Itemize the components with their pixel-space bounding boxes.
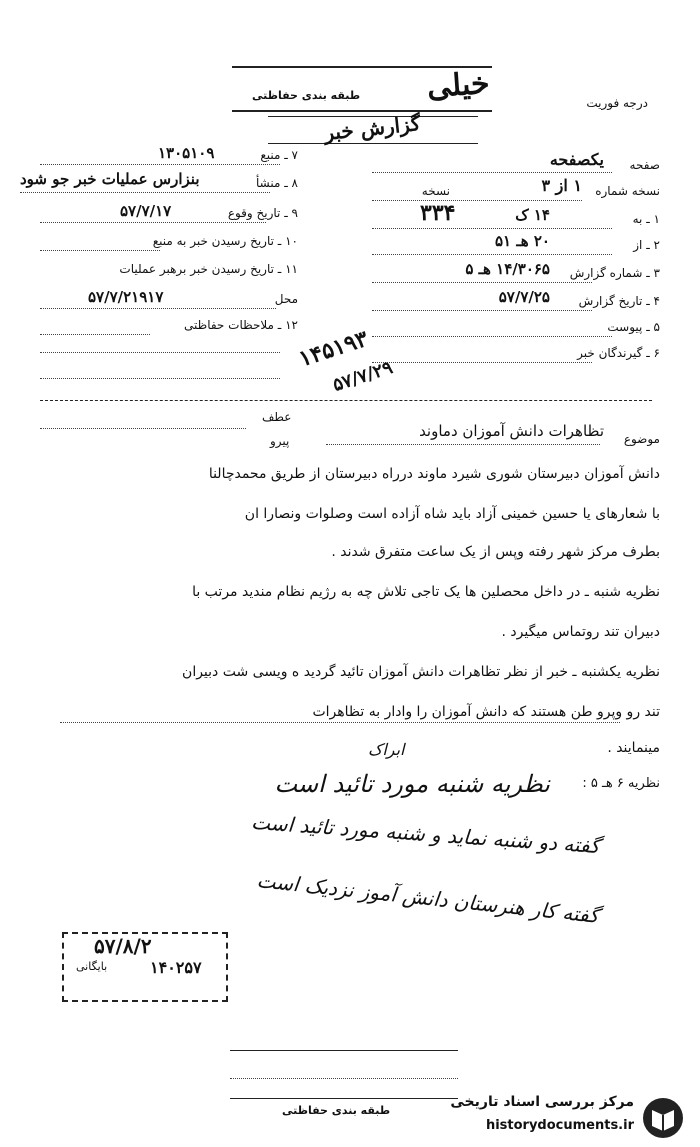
note-line-1: نظریه شنبه مورد تائید است — [274, 770, 550, 798]
peyro-label: پیرو — [270, 434, 290, 448]
right-field-report-date-value: ۵۷/۷/۲۵ — [498, 288, 550, 306]
body-line-1: دانش آموزان دبیرستان شوری شیرد ماوند درراه دبیرستان از طریق محمدچالنا — [208, 466, 660, 482]
right-field-to-label: ۱ ـ به — [632, 212, 660, 226]
left-field-10-label: ۱۰ ـ تاریخ رسیدن خبر به منبع — [152, 234, 298, 248]
box-stamp-line-3: ۱۴۰۲۵۷ — [150, 958, 202, 977]
handwritten-number-b: ۱۴۵۱۹۳ — [295, 325, 372, 373]
left-field-8-label: ۸ ـ منشأ — [255, 176, 298, 190]
right-field-to-value: ۱۴ ک — [515, 206, 550, 224]
atf-label: عطف — [262, 410, 292, 424]
box-stamp-line-2: بایگانی — [76, 960, 108, 973]
right-field-attachment-label: ۵ ـ پیوست — [607, 320, 660, 334]
body-line-5: دبیران تند روتماس میگیرد . — [501, 624, 660, 640]
note-line-3: گفته کار هنرستان دانش آموز نزدیک است — [255, 868, 601, 928]
right-field-from-label: ۲ ـ از — [633, 238, 660, 252]
left-field-place-label: محل — [274, 292, 298, 306]
body-line-3: بطرف مرکز شهر رفته وپس از یک ساعت متفرق شدند . — [331, 544, 660, 560]
right-field-copy-label: نسخه شماره — [595, 184, 660, 198]
right-field-report-date-label: ۴ ـ تاریخ گزارش — [578, 294, 660, 308]
subject-label: موضوع — [623, 432, 660, 446]
note-label: نظریه ۶ هـ ۵ : — [582, 776, 660, 791]
right-field-from-value: ۲۰ هـ ۵۱ — [495, 232, 550, 250]
subject-text: تظاهرات دانش آموزان دماوند — [419, 422, 604, 440]
stamp-top-title: خیلی — [426, 65, 492, 106]
stamp-top-subtitle: طبقه بندی حفاظتی — [252, 89, 361, 102]
watermark-org-name: مرکز بررسی اسناد تاریخی — [450, 1094, 634, 1110]
right-field-report-number-value: ۱۴/۳۰۶۵ هـ ۵ — [465, 260, 550, 278]
left-field-9-label: ۹ ـ تاریخ وقوع — [227, 206, 298, 220]
footer-classification: طبقه بندی حفاظتی — [282, 1104, 391, 1117]
body-line-2: با شعارهای یا حسین خمینی آزاد باید شاه آزاده است وصلوات ونصارا ان — [244, 506, 660, 522]
left-field-11-label: ۱۱ ـ تاریخ رسیدن خبر برهبر عملیات — [119, 262, 298, 276]
left-field-12-label: ۱۲ ـ ملاحظات حفاظتی — [184, 318, 298, 332]
body-line-8: مینمایند . — [607, 740, 660, 756]
watermark-site: historydocuments.ir — [485, 1118, 634, 1133]
handwritten-number-a: ۳۳۴ — [420, 200, 456, 226]
left-field-place-value: ۵۷/۷/۲۱۹۱۷ — [88, 288, 164, 306]
watermark — [450, 1094, 700, 1144]
handwritten-number-c: ۵۷/۷/۲۹ — [330, 357, 396, 396]
right-field-report-number-label: ۳ ـ شماره گزارش — [569, 266, 660, 280]
left-field-7-value: ۱۳۰۵۱۰۹ — [158, 144, 215, 162]
archive-box-stamp — [62, 932, 228, 1002]
body-line-6: نظریه یکشنبه ـ خبر از نظر تظاهرات دانش آموزان تائید گردید ه ویسی شت دبیران — [182, 664, 660, 680]
urgency-label: درجه فوریت — [586, 96, 648, 110]
body-line-7: تند رو وپرو طن هستند که دانش آموزان را وادار به تظاهرات — [312, 704, 660, 720]
top-classification-stamp — [232, 56, 500, 146]
left-field-9-value: ۵۷/۷/۱۷ — [120, 202, 172, 220]
box-stamp-line-1: ۵۷/۸/۲ — [94, 934, 152, 958]
right-field-page-value: یکصفحه — [549, 150, 604, 169]
note-line-2: گفته دو شنبه نماید و شنبه مورد تائید است — [250, 809, 601, 859]
watermark-book-icon — [640, 1096, 686, 1140]
left-field-8-value: بنزارس عملیات خبر جو شود — [20, 170, 200, 188]
right-field-copies-label: نسخه — [421, 184, 450, 198]
note-word-top: ابراک — [368, 740, 405, 759]
right-field-copy-value: ۱ از ۳ — [541, 176, 582, 195]
right-field-page-label: صفحه — [629, 158, 660, 172]
stamp-report-title: گزارش خبر — [323, 111, 422, 145]
left-field-7-label: ۷ ـ منبع — [260, 148, 298, 162]
right-field-recipients-label: ۶ ـ گیرندگان خبر — [577, 346, 660, 360]
body-line-4: نظریه شنبه ـ در داخل محصلین ها یک تاجی تلاش چه به رژیم نظام مندید مرتب با — [192, 584, 660, 600]
